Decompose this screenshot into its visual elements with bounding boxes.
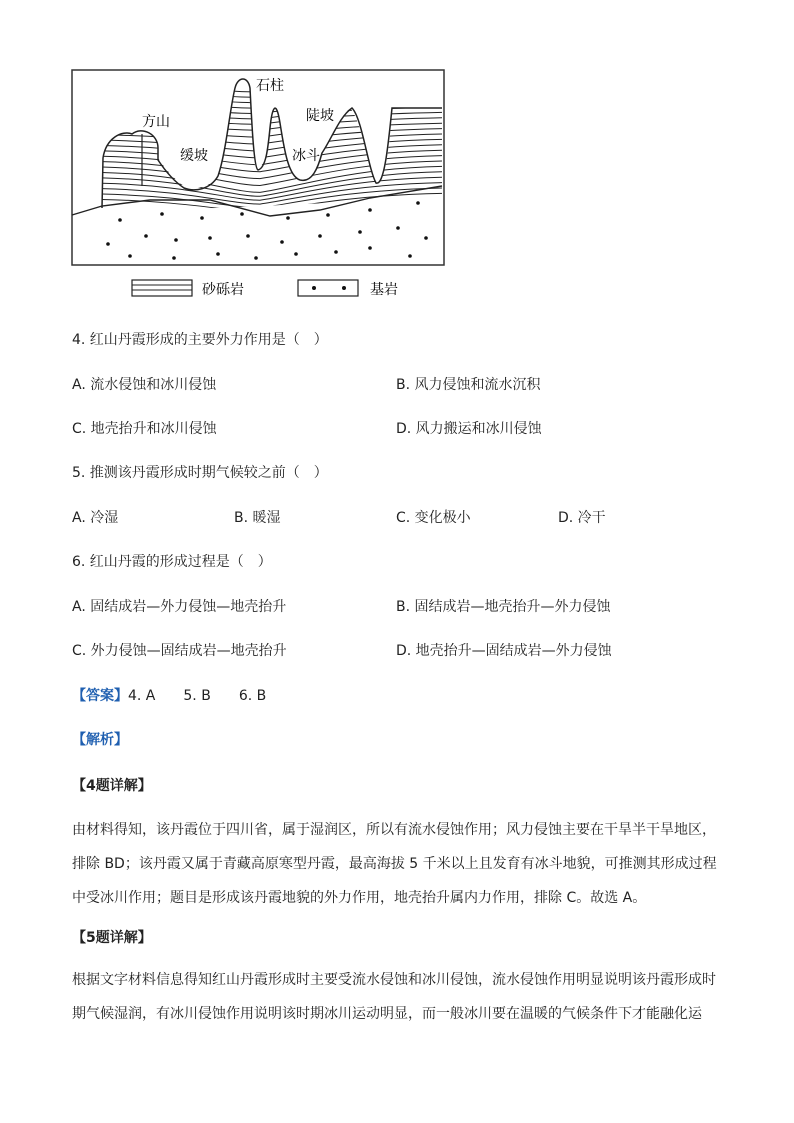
bedrock-dot [396, 226, 400, 230]
bedrock-dot [368, 208, 372, 212]
question-4-option-c: C. 地壳抬升和冰川侵蚀 [72, 421, 217, 437]
label-fangshan: 方山 [142, 114, 170, 130]
question-6-option-a: A. 固结成岩—外力侵蚀—地壳抬升 [72, 599, 287, 615]
analysis-label: 【解析】 [72, 732, 128, 748]
bedrock-dot [280, 240, 284, 244]
legend-bedrock-label: 基岩 [370, 282, 398, 298]
bedrock-dot [208, 236, 212, 240]
question-4-option-a: A. 流水侵蚀和冰川侵蚀 [72, 377, 217, 393]
detail-4-heading: 【4题详解】 [72, 778, 152, 794]
answer-4: 4. A [128, 688, 156, 704]
bedrock-dot [106, 242, 110, 246]
question-5-option-d: D. 冷干 [558, 510, 606, 526]
question-6-option-b: B. 固结成岩—地壳抬升—外力侵蚀 [396, 599, 611, 615]
bedrock-dot [118, 218, 122, 222]
detail-5-body [72, 963, 732, 1031]
detail-4-line-3: 中受冰川作用；题目是形成该丹霞地貌的外力作用，地壳抬升属内力作用，排除 C。故选 A。 [72, 890, 647, 906]
bedrock-dot [200, 216, 204, 220]
bedrock-dot [326, 213, 330, 217]
question-6-stem: 6. 红山丹霞的形成过程是（ ） [72, 554, 272, 570]
answer-6: 6. B [238, 688, 267, 704]
bedrock-dot [358, 230, 362, 234]
legend-bedrock [298, 280, 398, 298]
detail-5-line-1: 根据文字材料信息得知红山丹霞形成时主要受流水侵蚀和冰川侵蚀，流水侵蚀作用明显说明该丹霞形成时 [72, 972, 716, 988]
bedrock-dot [254, 256, 258, 260]
detail-5-heading: 【5题详解】 [72, 930, 152, 946]
bedrock-dot [172, 256, 176, 260]
detail-4-line-2: 排除 BD；该丹霞又属于青藏高原寒型丹霞，最高海拔 5 千米以上且发育有冰斗地貌，可推测其形成过程 [72, 856, 717, 872]
detail-5-line-2: 期气候湿润，有冰川侵蚀作用说明该时期冰川运动明显，而一般冰川要在温暖的气候条件下才能融化运 [72, 1006, 702, 1022]
bedrock-dot [240, 212, 244, 216]
question-4-stem: 4. 红山丹霞形成的主要外力作用是（ ） [72, 332, 328, 348]
bedrock-dot [216, 252, 220, 256]
answer-line [72, 686, 266, 706]
bedrock-dot [334, 250, 338, 254]
landform-diagram [70, 68, 446, 304]
bedrock-dot [246, 234, 250, 238]
label-shizhu: 石柱 [256, 78, 284, 94]
question-6-option-d: D. 地壳抬升—固结成岩—外力侵蚀 [396, 643, 612, 659]
bedrock-dot [408, 254, 412, 258]
label-doupo: 陡坡 [306, 108, 334, 124]
bedrock-dot [144, 234, 148, 238]
answer-label: 【答案】 [72, 688, 128, 704]
detail-4-body [72, 813, 732, 915]
bedrock-dot [174, 238, 178, 242]
question-5-option-b: B. 暖湿 [234, 510, 281, 526]
bedrock-dot [368, 246, 372, 250]
bedrock-dot [318, 234, 322, 238]
question-4-option-d: D. 风力搬运和冰川侵蚀 [396, 421, 542, 437]
question-4-option-b: B. 风力侵蚀和流水沉积 [396, 377, 541, 393]
label-huanpo: 缓坡 [180, 148, 208, 164]
bedrock-dot [424, 236, 428, 240]
bedrock-dot [286, 216, 290, 220]
question-5-option-c: C. 变化极小 [396, 510, 471, 526]
legend-sandstone [132, 280, 244, 298]
bedrock-dot [416, 201, 420, 205]
figure-frame [72, 70, 444, 265]
legend-sandstone-label: 砂砾岩 [202, 282, 244, 298]
bedrock-dot [294, 252, 298, 256]
question-6-option-c: C. 外力侵蚀—固结成岩—地壳抬升 [72, 643, 287, 659]
bedrock-dot [128, 254, 132, 258]
question-5-option-a: A. 冷湿 [72, 510, 119, 526]
question-5-stem: 5. 推测该丹霞形成时期气候较之前（ ） [72, 465, 328, 481]
detail-4-line-1: 由材料得知，该丹霞位于四川省，属于湿润区，所以有流水侵蚀作用；风力侵蚀主要在干旱半干旱地区， [72, 822, 716, 838]
answer-5: 5. B [183, 688, 211, 704]
label-bingdou: 冰斗 [292, 148, 320, 164]
bedrock-dot [160, 212, 164, 216]
